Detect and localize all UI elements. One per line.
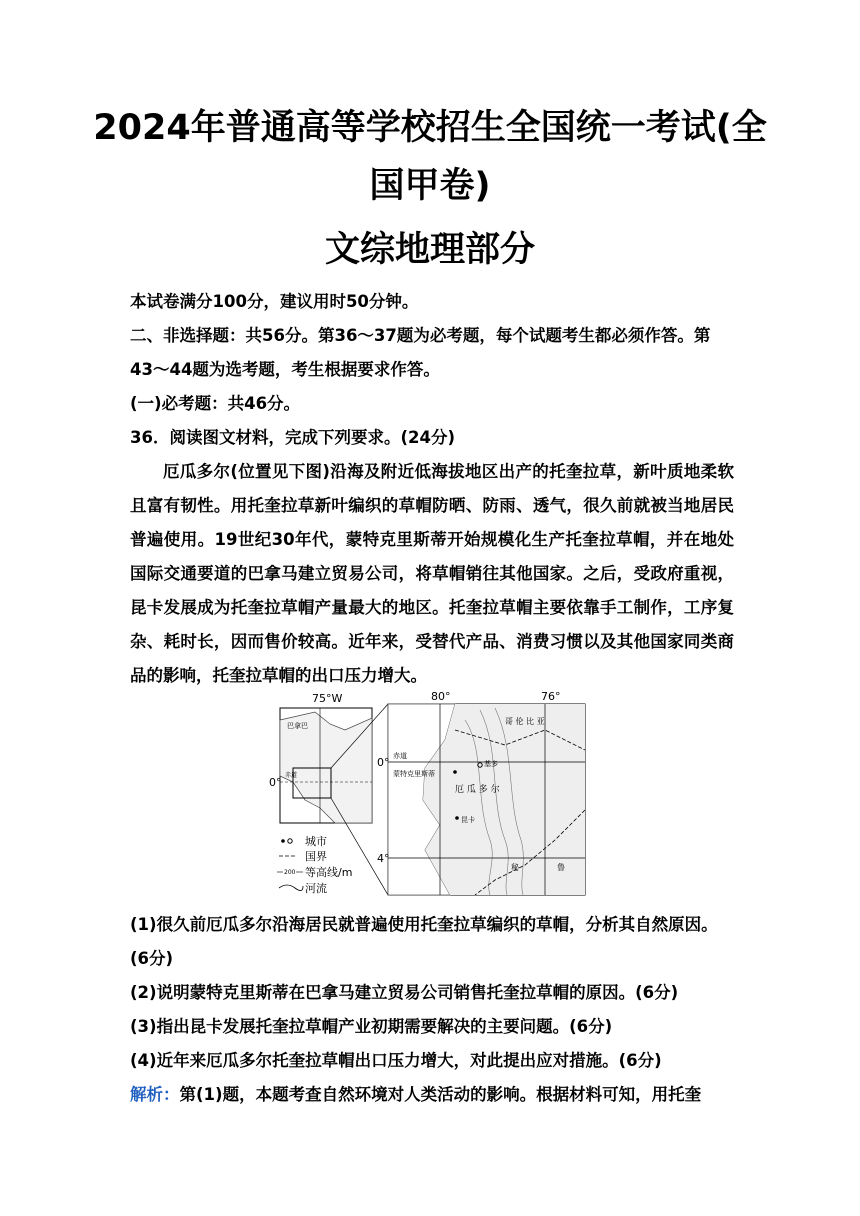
section-title: 文综地理部分 (324, 230, 535, 270)
analysis-label: 解析： (130, 1085, 180, 1104)
sub-question-4: (4)近年来厄瓜多尔托奎拉草帽出口压力增大，对此提出应对措施。(6分) (130, 1051, 662, 1070)
lon-76-label: 76° (541, 690, 561, 703)
legend-city-dot (281, 839, 285, 843)
ecuador-location-map (269, 690, 590, 900)
legend-river-symbol (279, 885, 303, 891)
section-instruction-line2: 43～44题为选考题，考生根据要求作答。 (130, 360, 440, 379)
ecuador-label: 厄 瓜 多 尔 (455, 785, 500, 795)
legend-city-label: 城市 (305, 835, 327, 848)
legend-river-label: 河流 (305, 882, 327, 895)
peru-label-1: 秘 (511, 863, 519, 872)
cuenca-marker (455, 816, 459, 820)
legend-city-circle (288, 839, 292, 843)
montecristi-label: 蒙特克里斯蒂 (393, 770, 435, 778)
sub-question-2: (2)说明蒙特克里斯蒂在巴拿马建立贸易公司销售托奎拉草帽的原因。(6分) (130, 983, 679, 1002)
exam-title-line1: 2024年普通高等学校招生全国统一考试(全 (93, 108, 767, 148)
question-36-material: 厄瓜多尔(位置见下图)沿海及附近低海拔地区出产的托奎拉草，新叶质地柔软且富有韧性。用托奎拉草新叶编织的草帽防晒、防雨、透气，很久前就被当地居民普遍使用。19世纪30年代，蒙特克里斯蒂开始规模化生产托奎拉草帽，并在地处国际交通要道的巴拿马建立贸易公司，将草帽销往其他国家。之后，受政府重视，昆卡发展成为托奎拉草帽产量最大的地区。托奎拉草帽主要依靠手工制作，工序复杂、耗时长，因而售价较高。近年来，受替代产品、消费习惯以及其他国家同类商品的影响，托奎拉草帽的出口压力增大。 (130, 462, 734, 685)
sub-question-3: (3)指出昆卡发展托奎拉草帽产业初期需要解决的主要问题。(6分) (130, 1017, 613, 1036)
required-heading: (一)必考题：共46分。 (130, 394, 301, 413)
section-instruction-line1: 二、非选择题：共56分。第36～37题为必考题，每个试题考生都必须作答。第 (130, 326, 711, 345)
legend-border-label: 国界 (305, 850, 327, 863)
equator-label: 赤道 (393, 752, 407, 760)
sub-question-1-line2: (6分) (130, 949, 174, 968)
lon-80-label: 80° (431, 690, 451, 703)
sub-question-1-line1: (1)很久前厄瓜多尔沿海居民就普遍使用托奎拉草编织的草帽，分析其自然原因。 (130, 915, 718, 934)
peru-label-2: 鲁 (557, 863, 565, 872)
analysis-text: 第(1)题，本题考查自然环境对人类活动的影响。根据材料可知，用托奎 (179, 1085, 702, 1104)
lat-4-label: 4° (377, 852, 390, 865)
exam-title-line2: 国甲卷) (369, 166, 491, 206)
legend-contour-label: 等高线/m (305, 866, 353, 879)
analysis-line (130, 1084, 701, 1106)
cuenca-label: 昆卡 (461, 816, 475, 824)
colombia-label: 哥 伦 比 亚 (505, 717, 545, 726)
score-note: 本试卷满分100分，建议用时50分钟。 (130, 292, 419, 311)
lat-0-left-label: 0° (269, 776, 282, 789)
question-36-stem: 36．阅读图文材料，完成下列要求。(24分) (130, 428, 456, 447)
panama-label: 巴拿巴 (287, 722, 308, 730)
lon-75w-label: 75°W (312, 692, 343, 705)
montecristi-marker (453, 770, 457, 774)
lat-0-right-label: 0° (377, 756, 390, 769)
inset-equator-label: 赤道 (285, 772, 298, 779)
quito-label: 基多 (484, 760, 498, 768)
legend-contour-value: 200 (284, 869, 296, 876)
